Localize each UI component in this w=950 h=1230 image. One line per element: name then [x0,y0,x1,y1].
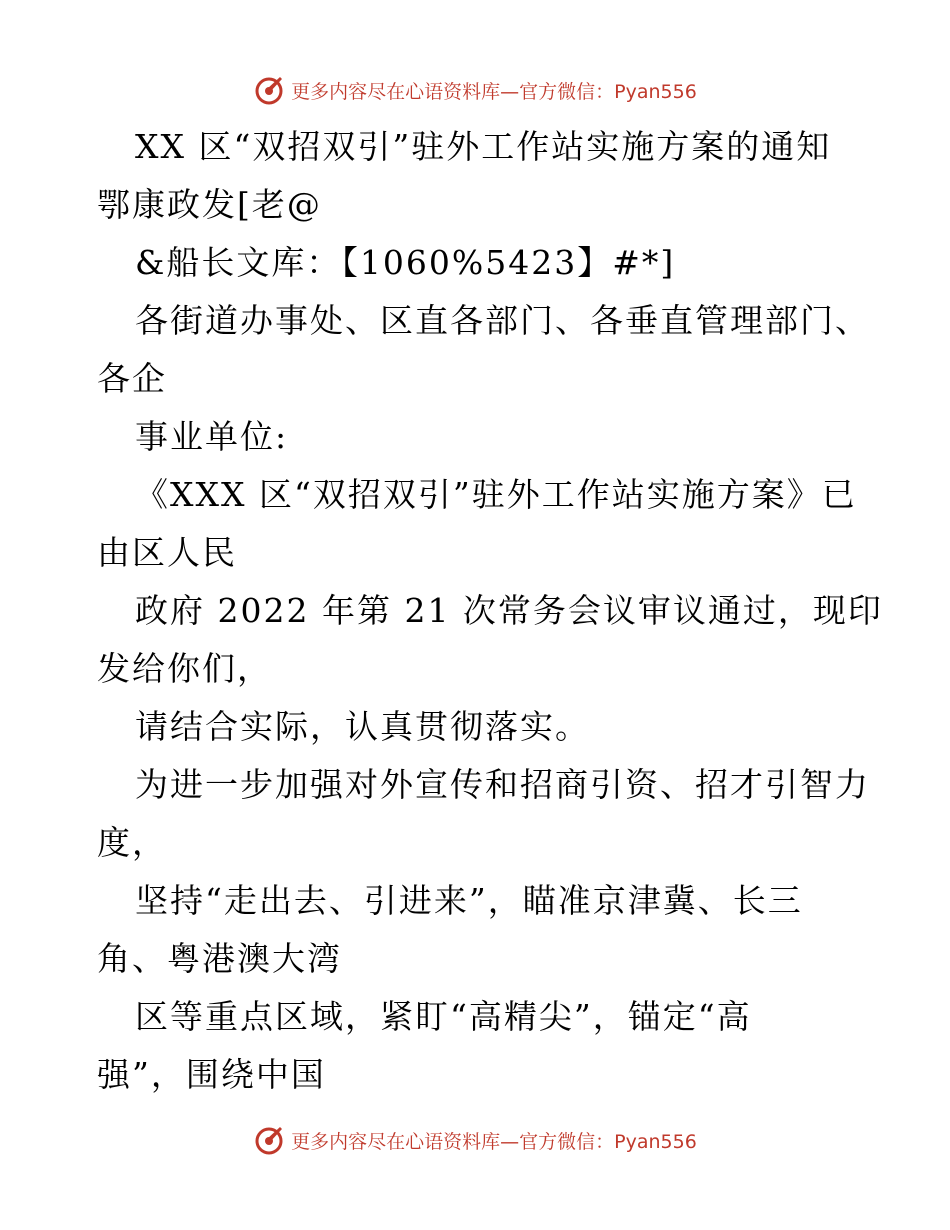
doc-line: 坚持“走出去、引进来”，瞄准京津冀、长三 [135,881,803,920]
doc-line: 事业单位: [135,417,289,456]
doc-line: 区等重点区域，紧盯“高精尖”，锚定“高 [135,997,752,1036]
quill-logo-icon [253,74,285,106]
doc-line: 度， [97,823,167,862]
doc-line: 强”，围绕中国 [97,1055,326,1094]
header-banner [0,70,950,110]
doc-line: &船长文库：【1060%5423】#*] [135,243,676,282]
doc-line: 各企 [97,359,167,398]
doc-line: 角、粤港澳大湾 [97,939,342,978]
document-body [97,118,883,1104]
doc-line: 为进一步加强对外宣传和招商引资、招才引智力 [135,765,870,804]
banner-text: 更多内容尽在心语资料库—官方微信：Pyan556 [291,80,697,103]
doc-line: 发给你们， [97,649,272,688]
doc-line: 由区人民 [97,533,237,572]
quill-logo-icon [253,1124,285,1156]
doc-line: 各街道办事处、区直各部门、各垂直管理部门、 [135,301,870,340]
banner-text: 更多内容尽在心语资料库—官方微信：Pyan556 [291,1130,697,1153]
doc-line: 政府 2022 年第 21 次常务会议审议通过，现印 [135,591,883,630]
doc-line: 《XXX 区“双招双引”驻外工作站实施方案》已 [135,475,857,514]
doc-line: 鄂康政发[老@ [97,185,322,224]
footer-banner [0,1120,950,1160]
doc-line: 请结合实际，认真贯彻落实。 [135,707,590,746]
doc-title-line: XX 区“双招双引”驻外工作站实施方案的通知 [135,127,832,166]
